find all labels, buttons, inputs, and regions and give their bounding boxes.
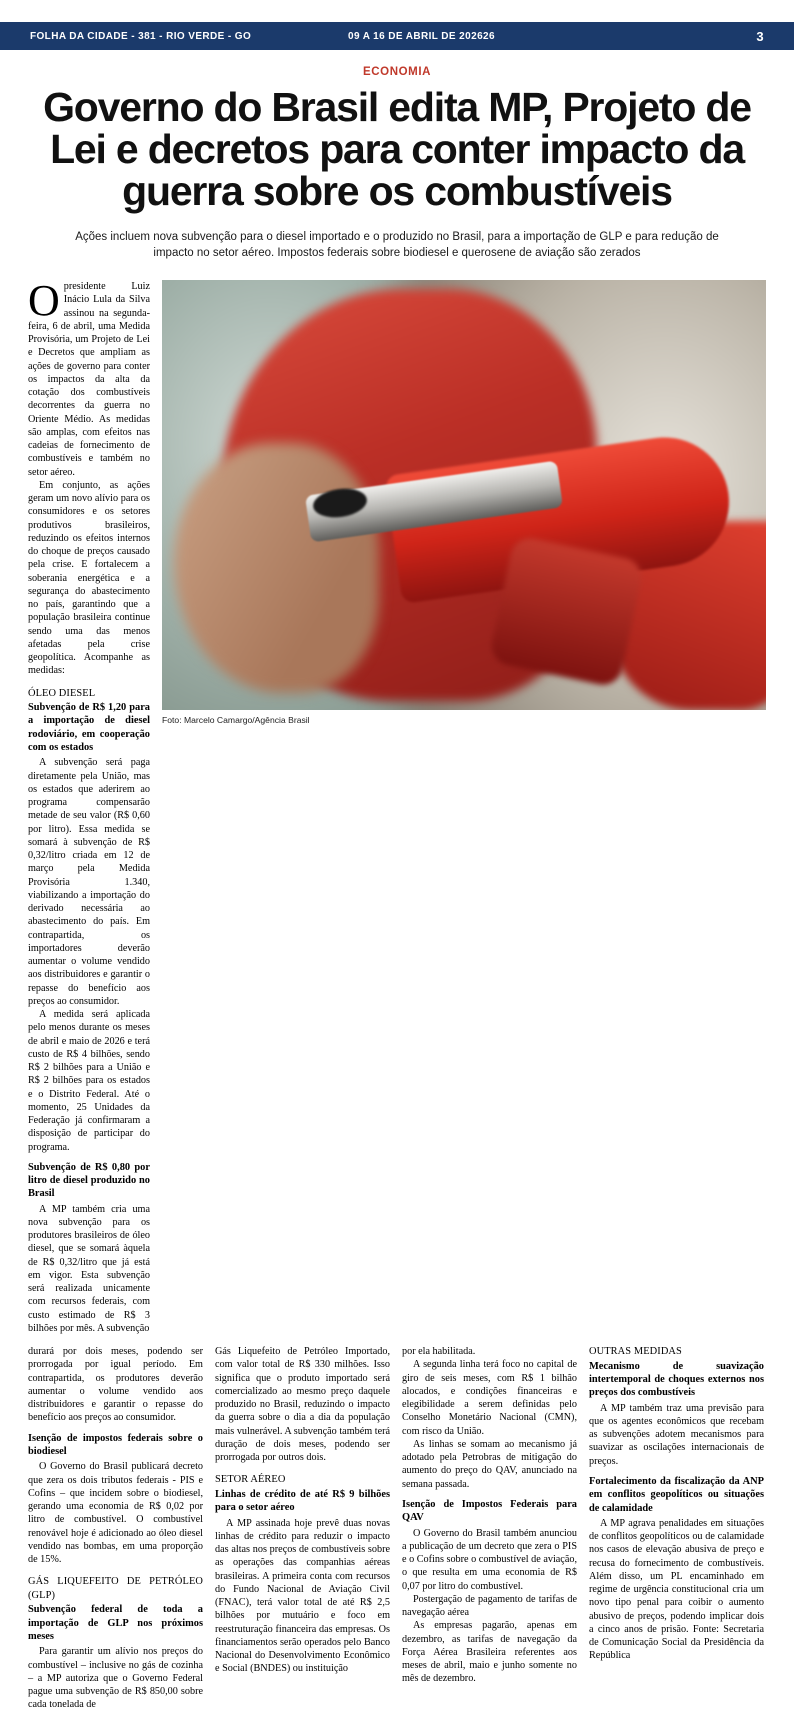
section-kicker: ECONOMIA bbox=[362, 66, 432, 78]
lead-text: Linhas de crédito de até R$ 9 bilhões para o setor aéreo bbox=[215, 1488, 390, 1514]
newspaper-page bbox=[0, 22, 794, 1711]
paragraph: A MP também cria uma nova subvenção para os produtores brasileiros de óleo diesel, que se somará àquela de R$ 0,32/litro que já está em vigor. Esta subvenção será realizada unicamente com recursos federais, com custo estimado de R$ 3 bilhões por mês. A subvenção bbox=[28, 1203, 150, 1334]
lead-text: Subvenção federal de toda a importação de GLP nos próximos meses bbox=[28, 1604, 203, 1642]
paragraph: As linhas se somam ao mecanismo já adotado pela Petrobras de mitigação do aumento do preço do QAV, anunciado na semana passada. bbox=[402, 1438, 577, 1490]
paragraph: O Governo do Brasil publicará decreto que zera os dois tributos federais - PIS e Cofins – que incidem sobre o biodiesel, gerando uma economia de R$ 0,02 por litro de combustível. O combustível renovável hoje é adicionado ao óleo diesel vendido nas bombas, em uma proporção de 15%. bbox=[28, 1461, 203, 1566]
paragraph: A segunda linha terá foco no capital de giro de seis meses, com R$ 1 bilhão alocados, e condições financeiras e elegibilidade a serem definidas pelo Conselho Monetário Nacional (CMN), com risco da União. bbox=[402, 1359, 577, 1437]
paragraph: por ela habilitada. bbox=[402, 1346, 476, 1358]
subsection-heading: SETOR AÉREO bbox=[215, 1474, 286, 1486]
paragraph: Postergação de pagamento de tarifas de navegação aérea bbox=[402, 1593, 577, 1619]
lead-text: Mecanismo de suavização intertemporal de choques externos nos preços dos combustíveis bbox=[589, 1360, 764, 1399]
paragraph: Opresidente Luiz Inácio Lula da Silva assinou na segunda-feira, 6 de abril, uma Medida Provisória, um Projeto de Lei e Decretos que ampliam as ações de governo para conter os impactos da alta da cotação dos combustíveis decorrentes da guerra no Oriente Médio. As medidas são amplas, com efeitos nas cadeias de fornecimento de combustíveis e também no setor aéreo. bbox=[28, 276, 150, 478]
subsection-heading: OUTRAS MEDIDAS bbox=[589, 1346, 682, 1358]
subsection-heading: GÁS LIQUEFEITO DE PETRÓLEO (GLP) bbox=[28, 1576, 203, 1601]
paragraph: A medida será aplicada pelo menos durante os meses de abril e maio de 2026 e terá custo de R$ 4 bilhões, sendo R$ 2 bilhões para a União e R$ 2 bilhões para os estados e o Distrito Federal. Até o momento, 25 Unidades da Federação já confirmaram a disposição de participar do programa. bbox=[28, 1009, 150, 1153]
page-title: Governo do Brasil edita MP, Projeto de Lei e decretos para conter impacto da guerra sobre os combustíveis bbox=[43, 84, 751, 215]
spacer bbox=[402, 1491, 577, 1498]
paragraph: A MP também traz uma previsão para que os agentes econômicos que recebam as subvenções adotem mecanismos para suavizar as oscilações internacionais de preços. bbox=[589, 1402, 764, 1467]
fuel-nozzle-photo bbox=[162, 280, 766, 710]
paragraph: As empresas pagarão, apenas em dezembro, as tarifas de navegação da Força Aérea Brasileira referentes aos meses de abril, maio e junho somente no mês de dezembro. bbox=[402, 1620, 577, 1685]
article-subhead: Ações incluem nova subvenção para o diesel importado e o produzido no Brasil, para a importação de GLP e para redução de impacto no setor aéreo. Impostos federais sobre biodiesel e querosene de aviação são zerados bbox=[75, 230, 719, 260]
spacer bbox=[589, 1468, 764, 1475]
photo-caption: Foto: Marcelo Camargo/Agência Brasil bbox=[162, 715, 310, 725]
lead-text: Fortalecimento da fiscalização da ANP em conflitos geopolíticos ou situações de calamidade bbox=[589, 1475, 764, 1514]
lead-text: Isenção de Impostos Federais para QAV bbox=[402, 1498, 577, 1524]
lead-text: Isenção de impostos federais sobre o biodiesel bbox=[28, 1432, 203, 1458]
photo-nozzle-grip bbox=[488, 534, 645, 688]
article-photo-block bbox=[162, 280, 766, 1335]
masthead-date: 09 A 16 DE ABRIL DE 202626 bbox=[348, 30, 495, 42]
paragraph: durará por dois meses, podendo ser prorrogada por igual período. Em contrapartida, os produtores deverão aumentar o volume vendido aos distribuidores e garantir o repasse do benefício aos preços ao consumidor. bbox=[28, 1346, 203, 1424]
lead-text: Subvenção de R$ 1,20 para a importação de diesel rodoviário, em cooperação com os estados bbox=[28, 702, 150, 753]
paragraph: O Governo do Brasil também anunciou a publicação de um decreto que zera o PIS e o Cofins sobre o combustível de aviação, o que resulta em uma economia de R$ 0,07 por litro do combustível. bbox=[402, 1527, 577, 1592]
paragraph: Para garantir um alívio nos preços do combustível – inclusive no gás de cozinha – a MP autoriza que o Governo Federal pague uma subvenção de R$ 850,00 sobre cada tonelada de bbox=[28, 1646, 203, 1711]
column-5 bbox=[589, 1345, 764, 1711]
upper-zone bbox=[28, 276, 766, 1335]
masthead-page-number: 3 bbox=[756, 28, 764, 44]
paragraph: A subvenção será paga diretamente pela União, mas os estados que aderirem ao programa compensarão metade de seu valor (R$ 0,60 por litro). Essa medida se somará à subvenção de R$ 0,32/litro criada em 12 de março pela Medida Provisória 1.340, viabilizando a importação do derivado necessária ao abastecimento do país. Em contrapartida, os importadores deverão aumentar o volume vendido aos distribuidores e garantir o repasse do benefício aos preços ao consumidor. bbox=[28, 757, 150, 1007]
paragraph: Em conjunto, as ações geram um novo alívio para os consumidores e os setores produtivos brasileiros, reduzindo os efeitos internos do choque de preços causado pela crise. E fortalecem a soberania energética e a segurança do abastecimento no país, garantindo que a população brasileira continue sendo uma das menos afetadas pela crise geopolítica. Acompanhe as medidas: bbox=[28, 479, 150, 677]
spacer bbox=[28, 1425, 203, 1432]
column-3 bbox=[215, 1345, 390, 1711]
masthead-publication: FOLHA DA CIDADE - 381 - RIO VERDE - GO bbox=[30, 30, 252, 42]
spacer bbox=[28, 1154, 150, 1161]
column-4 bbox=[402, 1345, 577, 1711]
column-1 bbox=[28, 276, 150, 1335]
subsection-heading: ÓLEO DIESEL bbox=[28, 687, 96, 699]
lead-text: Subvenção de R$ 0,80 por litro de diesel produzido no Brasil bbox=[28, 1161, 150, 1200]
column-2 bbox=[28, 1345, 203, 1711]
paragraph: Gás Liquefeito de Petróleo Importado, com valor total de R$ 330 milhões. Isso significa que o produto importado será comercializado ao mesmo preço daquele produzido no Brasil, reduzindo o impacto da guerra sobre o dia a dia da população mais vulnerável. A subvenção também terá duração de dois meses, podendo ser prorrogada por outros dois. bbox=[215, 1346, 390, 1464]
lower-zone bbox=[28, 1345, 766, 1711]
paragraph: A MP agrava penalidades em situações de conflitos geopolíticos ou de calamidade nos casos de elevação abusiva de preço e recusa do fornecimento de combustíveis. Além disso, um PL encaminhado em regime de urgência constitucional cria um novo tipo penal para coibir o aumento abusivo de preços, podendo implicar dois a cinco anos de prisão. Fonte: Secretaria de Comunicação Social da Presidência da República bbox=[589, 1517, 764, 1662]
paragraph: A MP assinada hoje prevê duas novas linhas de crédito para reduzir o impacto das altas nos preços de combustíveis sobre as operações das companhias aéreas brasileiras. A primeira conta com recursos do Fundo Nacional de Aviação Civil (FNAC), terá valor total de até R$ 2,5 bilhões por mutuário e foco em reestruturação financeira das empresas. Os financiamentos serão operados pelo Banco Nacional do Desenvolvimento Econômico e Social (BNDES) ou instituição bbox=[215, 1517, 390, 1675]
masthead-bar bbox=[0, 22, 794, 50]
